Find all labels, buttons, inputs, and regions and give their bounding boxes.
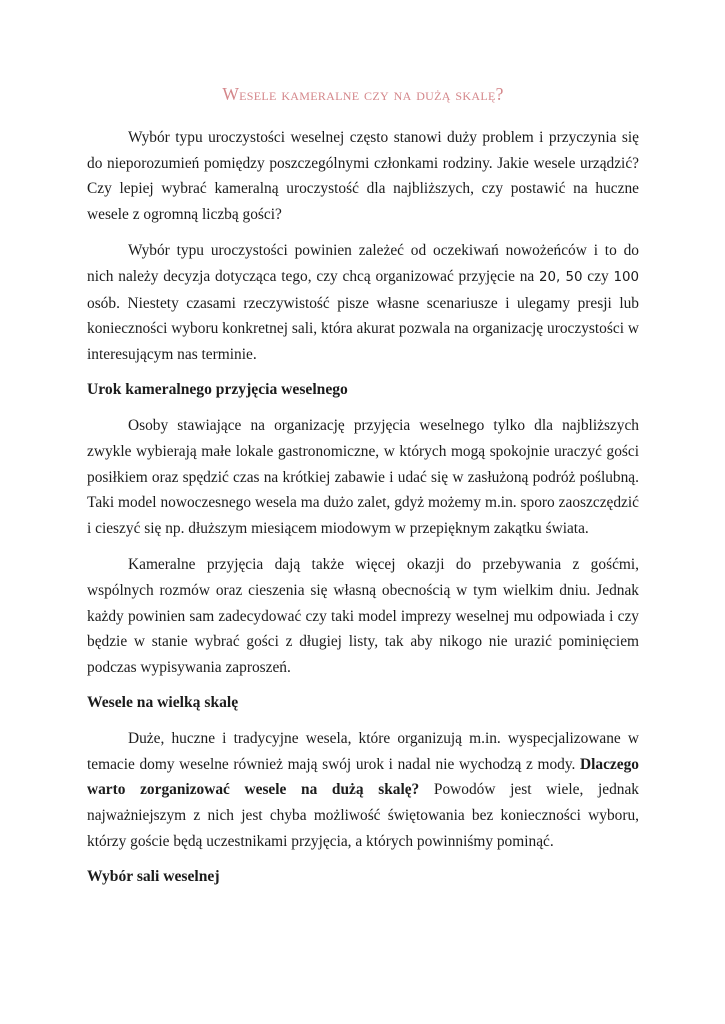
guest-count-max: 100 xyxy=(613,269,639,285)
large-wedding-paragraph xyxy=(87,726,639,854)
document-title: Wesele kameralne czy na dużą skalę? xyxy=(222,84,504,104)
decision-paragraph xyxy=(87,238,639,367)
decision-text-after: osób. Niestety czasami rzeczywistość pisze własne scenariusze i ulegamy presji lub konieczności wyboru konkretnej sali, która akurat pozwala na organizację uroczystości w interesującym nas terminie. xyxy=(87,294,639,363)
decision-text-middle: czy xyxy=(582,267,614,285)
intimate-paragraph-2: Kameralne przyjęcia dają także więcej okazji do przebywania z gośćmi, wspólnych rozmów oraz cieszenia się własną obecnością w tym wielkim dniu. Jednak każdy powinien sam zadecydować czy taki model imprezy weselnej mu odpowiada i czy będzie w stanie wybrać gości z długiej listy, tak aby nikogo nie urazić pominięciem podczas wypisywania zaproszeń. xyxy=(87,556,639,676)
large-text-before: Duże, huczne i tradycyjne wesela, które organizują m.in. wyspecjalizowane w temacie domy weselne również mają swój urok i nadal nie wychodzą z mody. xyxy=(87,730,639,773)
section-heading-large: Wesele na wielką skalę xyxy=(87,694,239,712)
intro-paragraph: Wybór typu uroczystości weselnej często stanowi duży problem i przyczynia się do nieporozumień pomiędzy poszczególnymi członkami rodziny. Jakie wesele urządzić? Czy lepiej wybrać kameralną uroczystość dla najbliższych, czy postawić na huczne wesele z ogromną liczbą gości? xyxy=(87,129,639,223)
decision-text-before: Wybór typu uroczystości powinien zależeć od oczekiwań nowożeńców i to do nich należy decyzja dotycząca tego, czy chcą organizować przyjęcie na xyxy=(87,242,639,285)
large-text-bold-question: Dlaczego warto zorganizować wesele na dużą skalę? xyxy=(87,755,639,799)
intimate-paragraph-1: Osoby stawiające na organizację przyjęcia weselnego tylko dla najbliższych zwykle wybierają małe lokale gastronomiczne, w których mogą spokojnie uraczyć gości posiłkiem oraz spędzić czas na krótkiej zabawie i udać się w zasłużoną podróż poślubną. Taki model nowoczesnego wesela ma dużo zalet, gdyż możemy m.in. sporo zaoszczędzić i cieszyć się np. dłuższym miesiącem miodowym w przepięknym zakątku świata. xyxy=(87,417,639,537)
document-page xyxy=(87,84,639,900)
section-heading-venue: Wybór sali weselnej xyxy=(87,868,220,886)
guest-count-options: 20, 50 xyxy=(539,269,583,285)
section-heading-intimate: Urok kameralnego przyjęcia weselnego xyxy=(87,381,348,399)
large-text-after: Powodów jest wiele, jednak najważniejszym z nich jest chyba możliwość świętowania bez konieczności wyboru, którzy goście będą uczestnikami przyjęcia, a których powinniśmy pominąć. xyxy=(87,781,639,850)
